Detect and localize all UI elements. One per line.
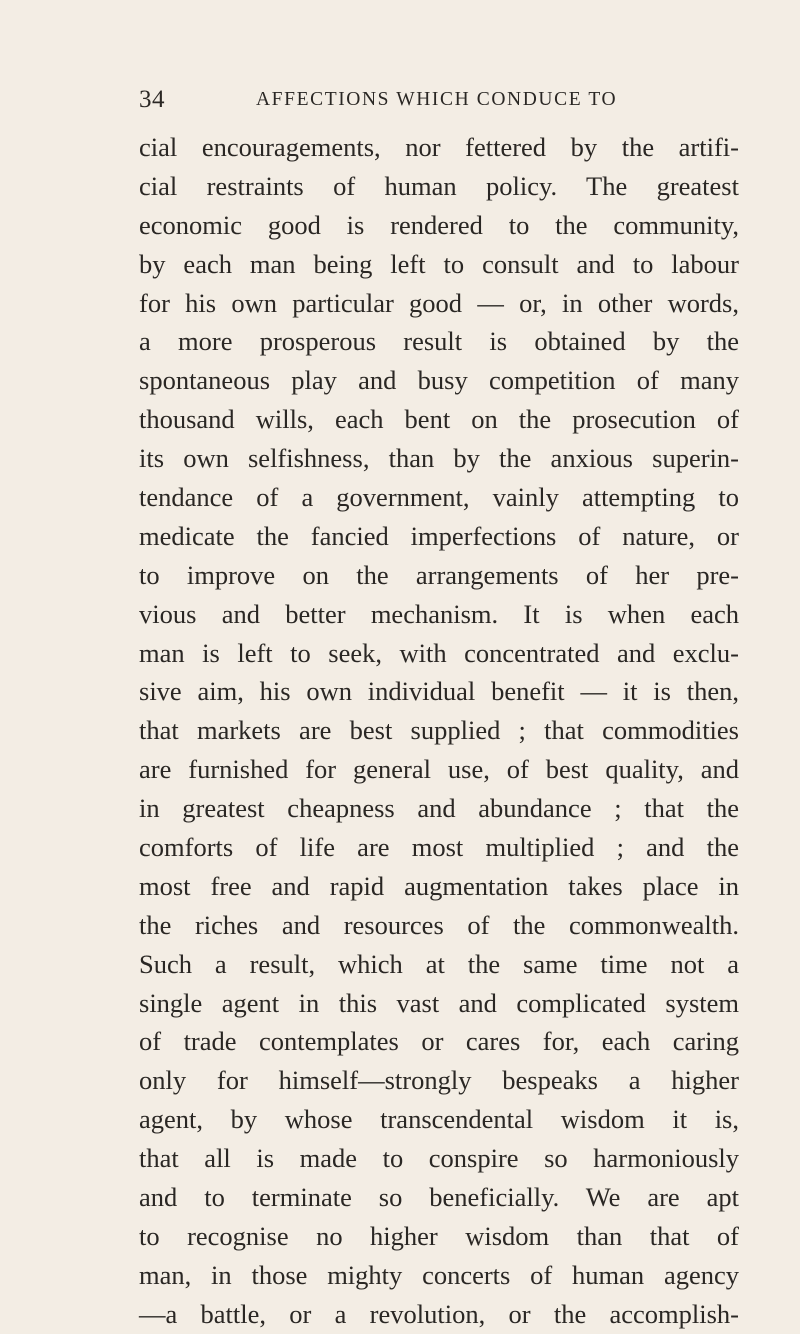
text-line-26: agent, by whose transcendental wisdom it is, <box>139 1104 739 1135</box>
text-line-2: cial restraints of human policy. The greatest <box>139 170 739 201</box>
text-line-9: its own selfishness, than by the anxious superin- <box>139 443 739 474</box>
page-header <box>139 86 739 116</box>
text-line-4: by each man being left to consult and to labour <box>139 248 739 279</box>
text-line-10: tendance of a government, vainly attempting to <box>139 482 739 513</box>
text-line-22: Such a result, which at the same time not a <box>139 948 739 979</box>
text-line-12: to improve on the arrangements of her pre- <box>139 559 739 590</box>
text-line-18: in greatest cheapness and abundance ; that the <box>139 793 739 824</box>
text-line-28: and to terminate so beneficially. We are apt <box>139 1182 739 1213</box>
text-line-11: medicate the fancied imperfections of nature, or <box>139 520 739 551</box>
text-line-25: only for himself—strongly bespeaks a higher <box>139 1065 739 1096</box>
text-line-7: spontaneous play and busy competition of many <box>139 365 739 396</box>
text-line-3: economic good is rendered to the community, <box>139 209 739 240</box>
text-line-8: thousand wills, each bent on the prosecution of <box>139 404 739 435</box>
text-line-14: man is left to seek, with concentrated and exclu- <box>139 637 739 668</box>
text-line-19: comforts of life are most multiplied ; and the <box>139 832 739 863</box>
text-line-17: are furnished for general use, of best quality, and <box>139 754 739 785</box>
text-line-15: sive aim, his own individual benefit — it is then, <box>139 676 739 707</box>
text-line-30: man, in those mighty concerts of human agency <box>139 1259 739 1290</box>
text-line-20: most free and rapid augmentation takes place in <box>139 870 739 901</box>
running-head: AFFECTIONS WHICH CONDUCE TO <box>256 89 618 110</box>
text-line-24: of trade contemplates or cares for, each caring <box>139 1026 739 1057</box>
text-line-1: cial encouragements, nor fettered by the artifi- <box>139 132 739 162</box>
text-line-29: to recognise no higher wisdom than that of <box>139 1220 739 1251</box>
text-line-16: that markets are best supplied ; that commodities <box>139 715 739 746</box>
text-line-13: vious and better mechanism. It is when each <box>139 598 739 629</box>
text-line-21: the riches and resources of the commonwealth. <box>139 909 739 940</box>
body-text <box>139 128 739 1334</box>
text-line-6: a more prosperous result is obtained by the <box>139 326 739 357</box>
text-line-5: for his own particular good — or, in other words, <box>139 287 739 318</box>
page-number: 34 <box>139 86 165 113</box>
text-line-31: —a battle, or a revolution, or the accomplish- <box>139 1298 739 1329</box>
text-line-27: that all is made to conspire so harmoniously <box>139 1143 739 1174</box>
text-line-23: single agent in this vast and complicated system <box>139 987 739 1018</box>
